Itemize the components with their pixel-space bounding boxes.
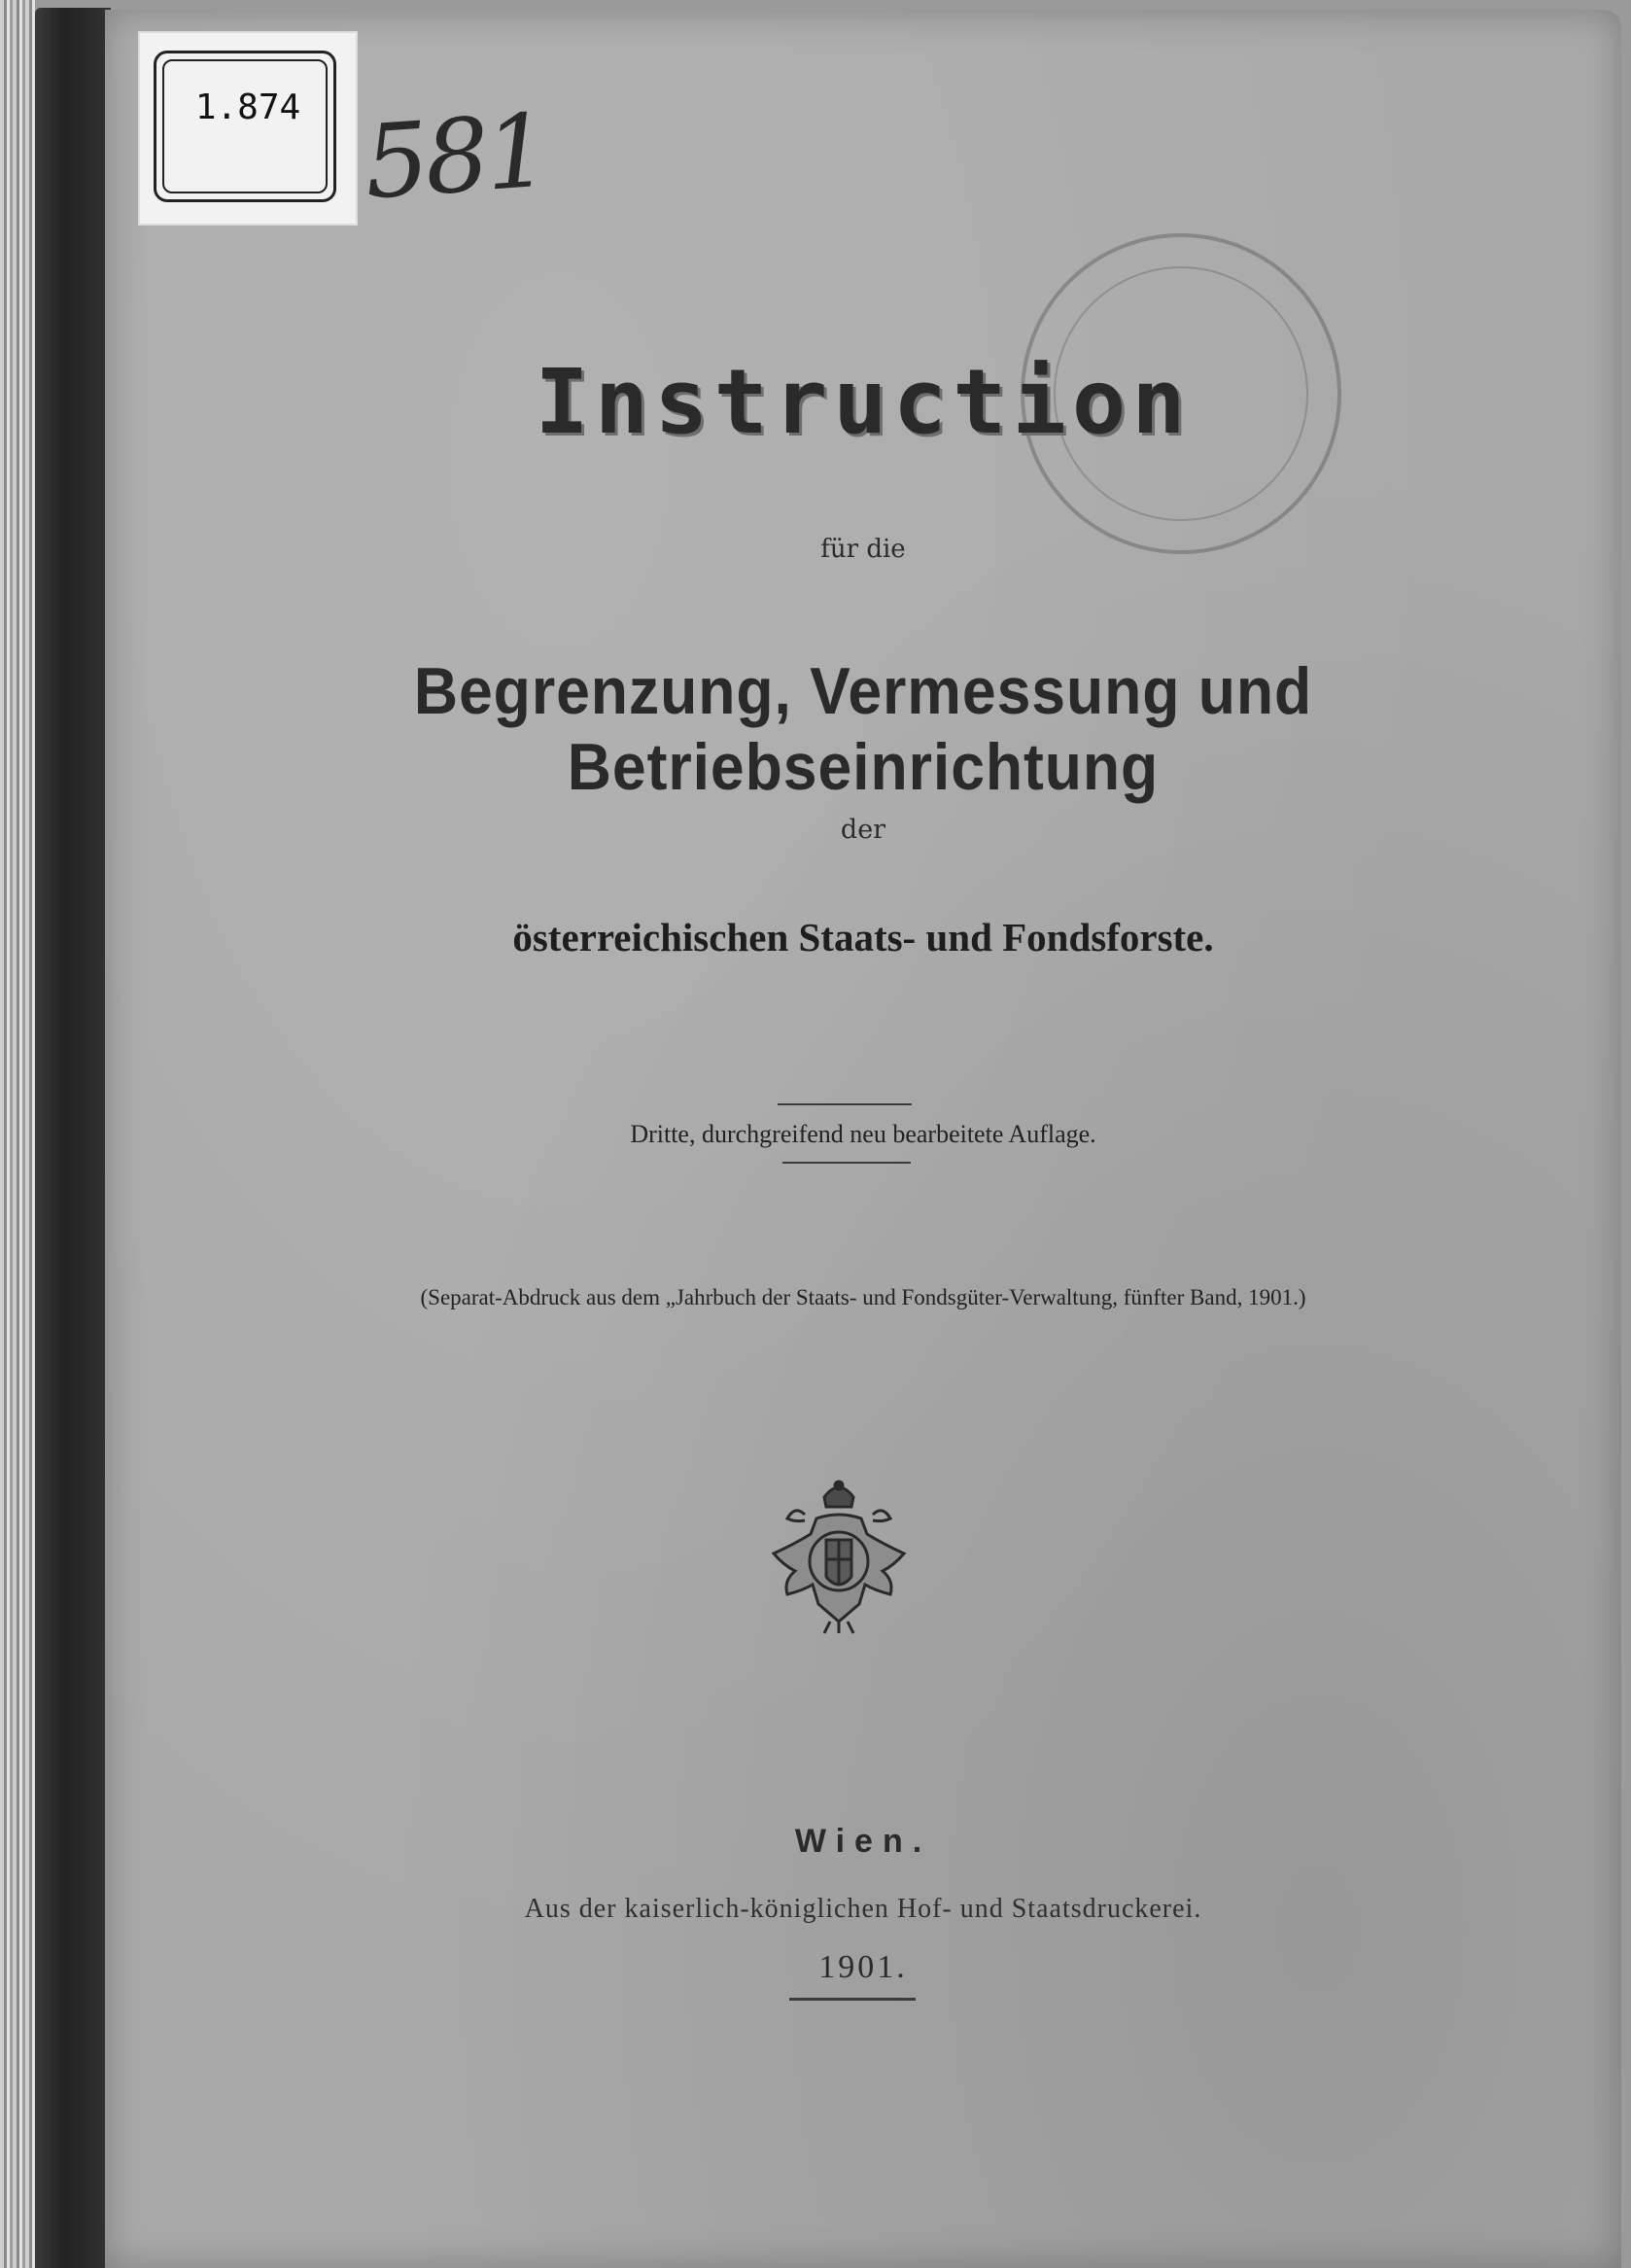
edition-text: Dritte, durchgreifend neu bearbeitete Auflage. bbox=[630, 1120, 1096, 1148]
fuer-die-text: für die bbox=[820, 535, 906, 564]
imperial-eagle-emblem bbox=[766, 1476, 912, 1636]
spine-binding bbox=[35, 8, 111, 2268]
handwritten-number: 581 bbox=[360, 90, 550, 223]
main-title: Instruction bbox=[535, 350, 1192, 454]
der-text: der bbox=[840, 815, 886, 845]
year-text: 1901. bbox=[818, 1949, 908, 1985]
page-edges bbox=[0, 0, 35, 2268]
year-underline bbox=[789, 1998, 916, 2001]
library-number: 1.874 bbox=[194, 87, 301, 127]
subject-line: österreichischen Staats- und Fondsforste. bbox=[512, 915, 1214, 960]
subtitle: Begrenzung, Vermessung und Betriebseinrichtung bbox=[413, 654, 1313, 804]
rule-bottom bbox=[782, 1162, 911, 1164]
place-text: Wien. bbox=[794, 1823, 932, 1860]
separat-abdruck-note: (Separat-Abdruck aus dem „Jahrbuch der Staats- und Fondsgüter-Verwaltung, fünfter Band, 1901.) bbox=[420, 1285, 1306, 1309]
printer-text: Aus der kaiserlich-königlichen Hof- und Staatsdruckerei. bbox=[524, 1894, 1202, 1924]
rule-top bbox=[778, 1103, 912, 1105]
library-label bbox=[140, 33, 356, 224]
